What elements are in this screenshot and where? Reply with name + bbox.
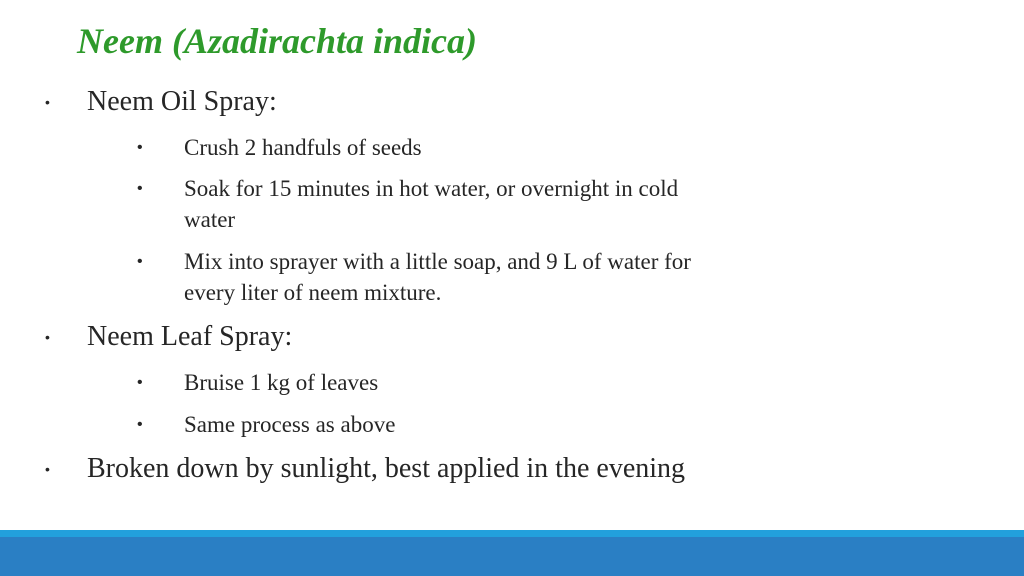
bullet-text: Neem Oil Spray:: [87, 86, 277, 117]
bullet-icon: •: [137, 253, 143, 270]
footer-bar: [0, 537, 1024, 576]
bullet-icon: •: [45, 329, 50, 345]
sub-bullet-item: [137, 409, 724, 440]
bullet-icon: •: [45, 94, 50, 110]
bullet-item: [45, 452, 687, 486]
bullet-item: [45, 320, 687, 354]
bullet-text: Mix into sprayer with a little soap, and 9 L of water for every liter of neem mixture.: [184, 249, 691, 305]
bullet-text: Broken down by sunlight, best applied in the evening: [87, 453, 686, 484]
bullet-text: Bruise 1 kg of leaves: [184, 370, 379, 395]
bullet-icon: •: [137, 374, 143, 391]
sub-bullet-item: [137, 246, 724, 308]
bullet-icon: •: [45, 461, 50, 477]
bullet-text: Same process as above: [184, 412, 396, 437]
bullet-icon: •: [137, 139, 143, 156]
bullet-text: Neem Leaf Spray:: [87, 321, 293, 352]
sub-bullet-item: [137, 132, 724, 163]
bullet-icon: •: [137, 416, 143, 433]
footer-accent-line: [0, 530, 1024, 537]
sub-bullet-item: [137, 367, 724, 398]
bullet-item: [45, 85, 687, 119]
bullet-text: Soak for 15 minutes in hot water, or overnight in cold water: [184, 176, 679, 232]
bullet-icon: •: [137, 180, 143, 197]
bullet-text: Crush 2 handfuls of seeds: [184, 135, 422, 160]
sub-bullet-item: [137, 173, 724, 235]
slide-title: Neem (Azadirachta indica): [77, 21, 477, 61]
